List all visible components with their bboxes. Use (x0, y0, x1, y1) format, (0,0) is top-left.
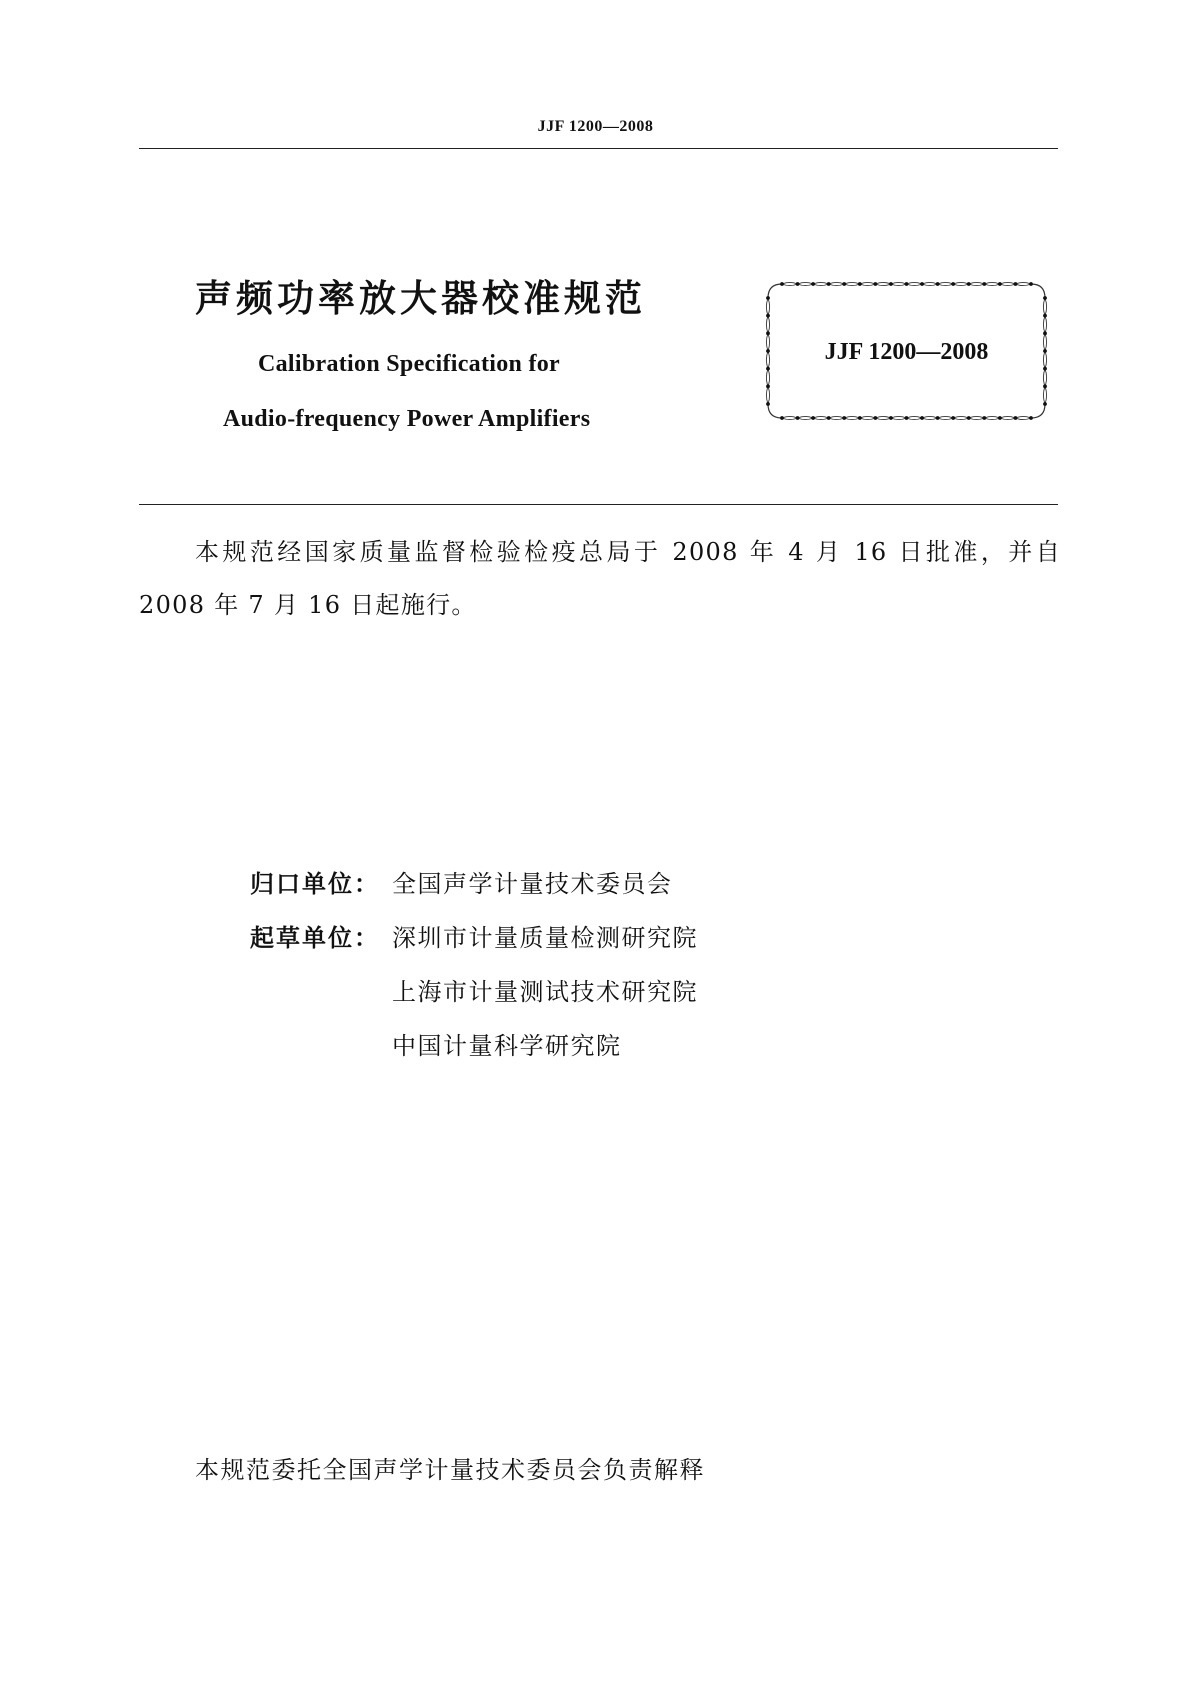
document-title-english-line-1: Calibration Specification for (258, 351, 561, 377)
document-title-english-line-2: Audio-frequency Power Amplifiers (223, 406, 591, 432)
responsible-unit-row (250, 867, 673, 901)
header-divider (139, 148, 1058, 149)
drafting-unit-label: 起草单位： (250, 924, 380, 952)
drafting-unit-3: 中国计量科学研究院 (392, 1032, 622, 1060)
drafting-unit-row (250, 1029, 622, 1063)
responsible-unit-label: 归口单位： (250, 870, 380, 898)
drafting-unit-row (250, 921, 698, 955)
drafting-unit-row (250, 975, 698, 1009)
approval-statement: 本规范经国家质量监督检验检疫总局于 2008 年 4 月 16 日批准，并自 2008 年 7 月 16 日起施行。 (139, 538, 1061, 619)
running-header-code: JJF 1200—2008 (537, 118, 654, 135)
drafting-unit-2: 上海市计量测试技术研究院 (392, 978, 698, 1006)
responsible-unit-value: 全国声学计量技术委员会 (392, 870, 673, 898)
document-title-chinese: 声频功率放大器校准规范 (195, 277, 646, 320)
interpretation-note: 本规范委托全国声学计量技术委员会负责解释 (195, 1456, 705, 1484)
drafting-unit-1: 深圳市计量质量检测研究院 (392, 924, 698, 952)
code-box-number: JJF 1200—2008 (824, 339, 989, 365)
code-box (760, 276, 1053, 426)
title-divider (139, 504, 1058, 505)
